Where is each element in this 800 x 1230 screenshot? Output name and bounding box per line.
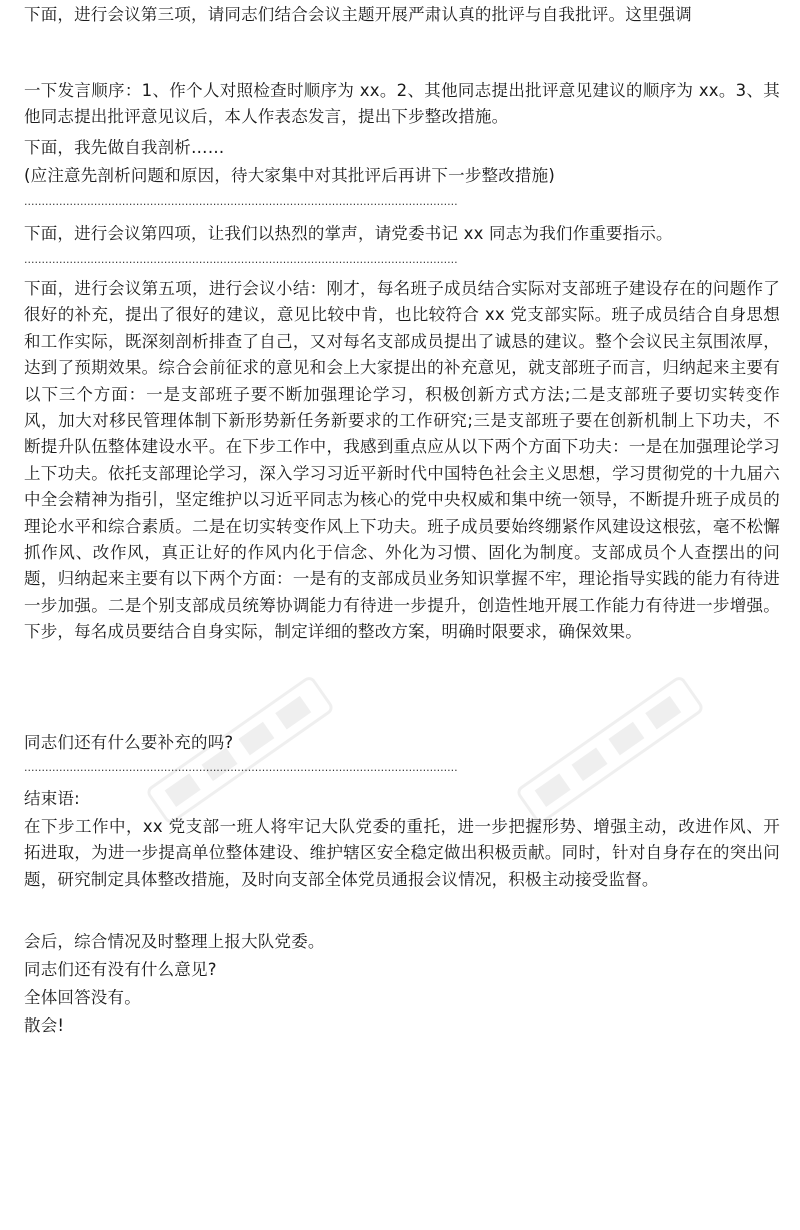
paragraph-closing-remarks: 在下步工作中，xx 党支部一班人将牢记大队党委的重托，进一步把握形势、增强主动，改进作风、开拓进取，为进一步提高单位整体建设、维护辖区安全稳定做出积极贡献。同时，针对自身存在的突出问题，研究制定具体整改措施，及时向支部全体党员通报会议情况，积极主动接受监督。 [24, 817, 780, 889]
paragraph-note: (应注意先剖析问题和原因，待大家集中对其批评后再讲下一步整改措施) [24, 166, 555, 185]
paragraph-all-answer: 全体回答没有。 [24, 988, 141, 1007]
paragraph-adjourn: 散会! [24, 1016, 65, 1035]
paragraph-item-five-summary: 下面，进行会议第五项，进行会议小结：刚才，每名班子成员结合实际对支部班子建设存在的问题作了很好的补充，提出了很好的建议，意见比较中肯，也比较符合 xx 党支部实际。班子成员结合自身思想和工作实际，既深刻剖析排查了自己，又对每名支部成员提出了诚恳的建议。整个会议民主氛围浓厚，达到了预期效果。综合会前征求的意见和会上大家提出的补充意见，就支部班子而言，归纳起来主要有以下三个方面：一是支部班子要不断加强理论学习，积极创新方式方法;二是支部班子要切实转变作风，加大对移民管理体制下新形势新任务新要求的工作研究;三是支部班子要在创新机制上下功夫，不断提升队伍整体建设水平。在下步工作中，我感到重点应从以下两个方面下功夫：一是在加强理论学习上下功夫。依托支部理论学习，深入学习习近平新时代中国特色社会主义思想，学习贯彻党的十九届六中全会精神为指引，坚定维护以习近平同志为核心的党中央权威和集中统一领导，不断提升班子成员的理论水平和综合素质。二是在切实转变作风上下功夫。班子成员要始终绷紧作风建设这根弦，毫不松懈抓作风、改作风，真正让好的作风内化于信念、外化为习惯、固化为制度。支部成员个人查摆出的问题，归纳起来主要有以下两个方面：一是有的支部成员业务知识掌握不牢，理论指导实践的能力有待进一步加强。二是个别支部成员统筹协调能力有待进一步提升，创造性地开展工作能力有待进一步增强。下步，每名成员要结合自身实际，制定详细的整改方案，明确时限要求，确保效果。 [24, 279, 780, 642]
separator-line: ............................................................................................................................ [24, 761, 458, 774]
separator-line: ............................................................................................................................ [24, 195, 458, 208]
paragraph-item-three: 下面，进行会议第三项，请同志们结合会议主题开展严肃认真的批评与自我批评。这里强调 [24, 5, 692, 24]
paragraph-anything-to-add: 同志们还有什么要补充的吗? [24, 733, 234, 752]
separator-line: ............................................................................................................................ [24, 253, 458, 266]
paragraph-any-opinions: 同志们还有没有什么意见? [24, 960, 217, 979]
paragraph-closing-heading: 结束语: [24, 789, 80, 808]
paragraph-speaking-order: 一下发言顺序：1、作个人对照检查时顺序为 xx。2、其他同志提出批评意见建议的顺序为 xx。3、其他同志提出批评意见议后，本人作表态发言，提出下步整改措施。 [24, 81, 780, 127]
paragraph-self-analysis: 下面，我先做自我剖析…… [24, 138, 225, 157]
paragraph-after-meeting: 会后，综合情况及时整理上报大队党委。 [24, 932, 325, 951]
paragraph-item-four: 下面，进行会议第四项，让我们以热烈的掌声，请党委书记 xx 同志为我们作重要指示。 [24, 224, 673, 243]
